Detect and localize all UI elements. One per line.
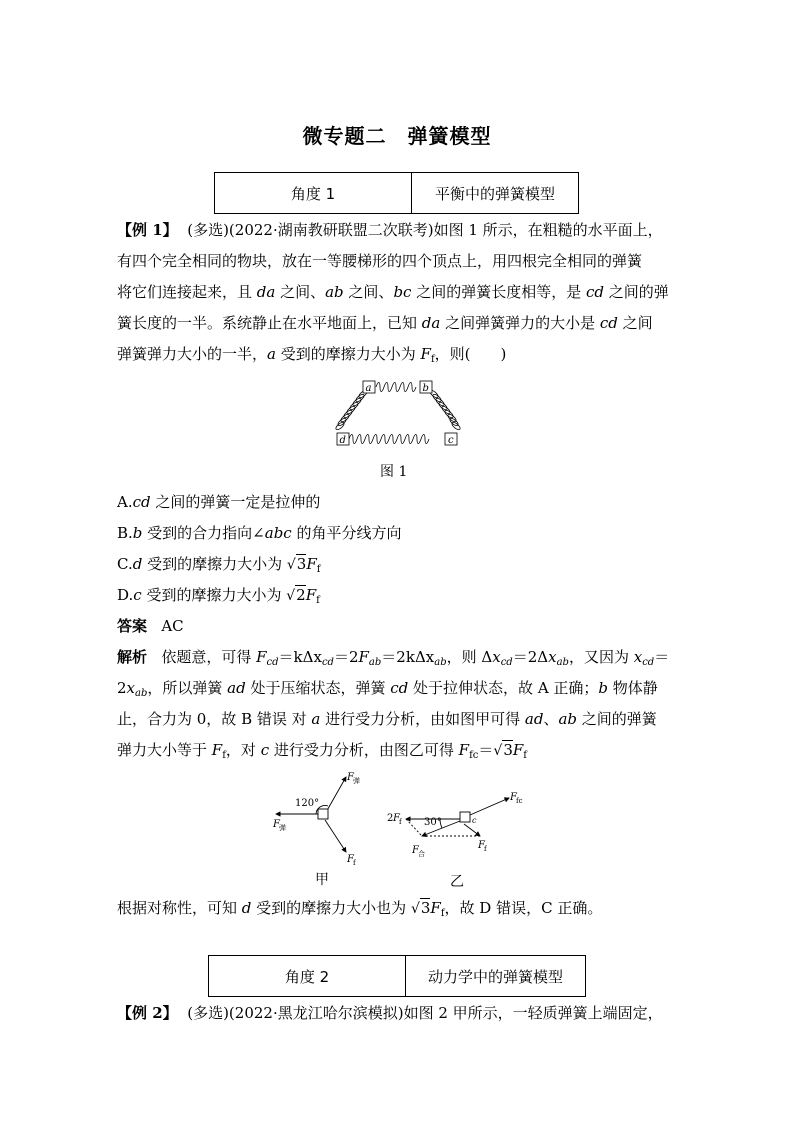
answer-value: AC	[161, 617, 184, 635]
page-title: 微专题二 弹簧模型	[302, 124, 492, 148]
angle-1-header	[214, 172, 579, 214]
analysis-conclusion: 根据对称性，可知 d 受到的摩擦力大小也为 $√3F_f$，故 D 错误，C 正确。	[117, 899, 603, 919]
angle-2-header	[208, 955, 586, 997]
example-2-stem: 【例 2】 (多选)(2022·黑龙江哈尔滨模拟)如图 2 甲所示，一轻质弹簧上端固定，	[117, 1004, 663, 1022]
analysis	[117, 642, 677, 766]
analysis-line-2: $2x_{ab}$，所以弹簧 ad 处于压缩状态，弹簧 cd 处于拉伸状态，故 A 正确；b 物体静	[117, 679, 658, 699]
svg-text:F: F	[478, 840, 485, 851]
example-1-tag: 【例 1】	[117, 221, 178, 239]
example-2-source: (多选)(2022·黑龙江哈尔滨模拟)	[187, 1004, 404, 1022]
answer-label: 答案	[117, 617, 148, 635]
figure-1-spring-trapezoid	[330, 376, 465, 451]
force-diagram-jia	[270, 768, 380, 868]
svg-text:fc: fc	[516, 797, 523, 805]
angle-1-label: 角度 1	[290, 184, 336, 203]
svg-text:弹: 弹	[353, 777, 360, 785]
stem-line-1: 【例 1】 (多选)(2022·湖南教研联盟二次联考)如图 1 所示，在粗糙的水平面上，	[117, 221, 663, 239]
example-1-stem	[117, 215, 677, 370]
option-b: B.b 受到的合力指向∠abc 的角平分线方向	[117, 524, 402, 542]
label-c: c	[448, 435, 454, 446]
force-diagram-yi	[384, 788, 524, 860]
svg-text:F: F	[393, 813, 400, 824]
spring-ad-icon	[335, 389, 368, 431]
analysis-line-4: 弹力大小等于 $F_f$，对 c 进行受力分析，由图乙可得 $F_{fc}=√3F_f$	[117, 741, 527, 761]
label-d: d	[339, 435, 346, 446]
svg-text:c: c	[472, 816, 477, 825]
answer	[117, 611, 677, 642]
svg-text:F: F	[510, 792, 517, 803]
svg-text:F: F	[412, 845, 419, 856]
analysis-line-1: 解析 依题意，可得 $F_{cd}=k\Delta x_{cd}=2F_{ab}=2k\Delta x_{ab}$，则 $\Delta x_{cd}=2\Delta x_{ab}$，又因为 $x_{cd}=$	[117, 648, 670, 668]
spring-bc-icon	[429, 389, 461, 431]
stem-line-5: 弹簧弹力大小的一半，a 受到的摩擦力大小为 $F_f$，则( )	[117, 345, 507, 365]
angle-2-topic: 动力学中的弹簧模型	[405, 956, 585, 996]
option-c: C.d 受到的摩擦力大小为 $√3F_f$	[117, 555, 321, 575]
stem-line-3: 将它们连接起来，且 da 之间、ab 之间、bc 之间的弹簧长度相等，是 cd 之间的弹	[117, 283, 669, 301]
spring-dc-icon	[349, 435, 429, 444]
option-a: A.cd 之间的弹簧一定是拉伸的	[117, 493, 321, 511]
options	[117, 487, 677, 642]
label-a: a	[365, 383, 372, 394]
svg-text:f: f	[353, 859, 356, 867]
svg-text:F: F	[347, 854, 354, 865]
figure-jia-caption: 甲	[315, 872, 329, 888]
example-2-tag: 【例 2】	[117, 1004, 178, 1022]
figure-yi-caption: 乙	[450, 874, 464, 890]
svg-text:弹: 弹	[279, 824, 286, 832]
angle-1-topic: 平衡中的弹簧模型	[411, 173, 578, 213]
svg-text:2: 2	[387, 813, 394, 824]
svg-text:合: 合	[418, 850, 425, 858]
example-1-source: (多选)(2022·湖南教研联盟二次联考)	[187, 221, 434, 239]
figure-1-caption: 图 1	[380, 464, 408, 480]
spring-ab-icon	[376, 383, 416, 392]
svg-text:120°: 120°	[295, 798, 320, 809]
option-d: D.c 受到的摩擦力大小为 $√2F_f$	[117, 586, 320, 606]
svg-text:f: f	[399, 818, 402, 826]
angle-2-label: 角度 2	[284, 967, 330, 986]
analysis-line-3: 止，合力为 0，故 B 错误 对 a 进行受力分析，由如图甲可得 ad、ab 之间的弹簧	[117, 710, 657, 728]
svg-text:F: F	[347, 772, 354, 783]
svg-text:F: F	[273, 819, 280, 830]
svg-text:30°: 30°	[424, 817, 442, 828]
stem-line-4: 簧长度的一半。系统静止在水平地面上，已知 da 之间弹簧弹力的大小是 cd 之间	[117, 314, 653, 332]
stem-line-2: 有四个完全相同的物块，放在一等腰梯形的四个顶点上，用四根完全相同的弹簧	[117, 252, 643, 270]
svg-text:f: f	[484, 845, 487, 853]
label-b: b	[422, 383, 429, 394]
